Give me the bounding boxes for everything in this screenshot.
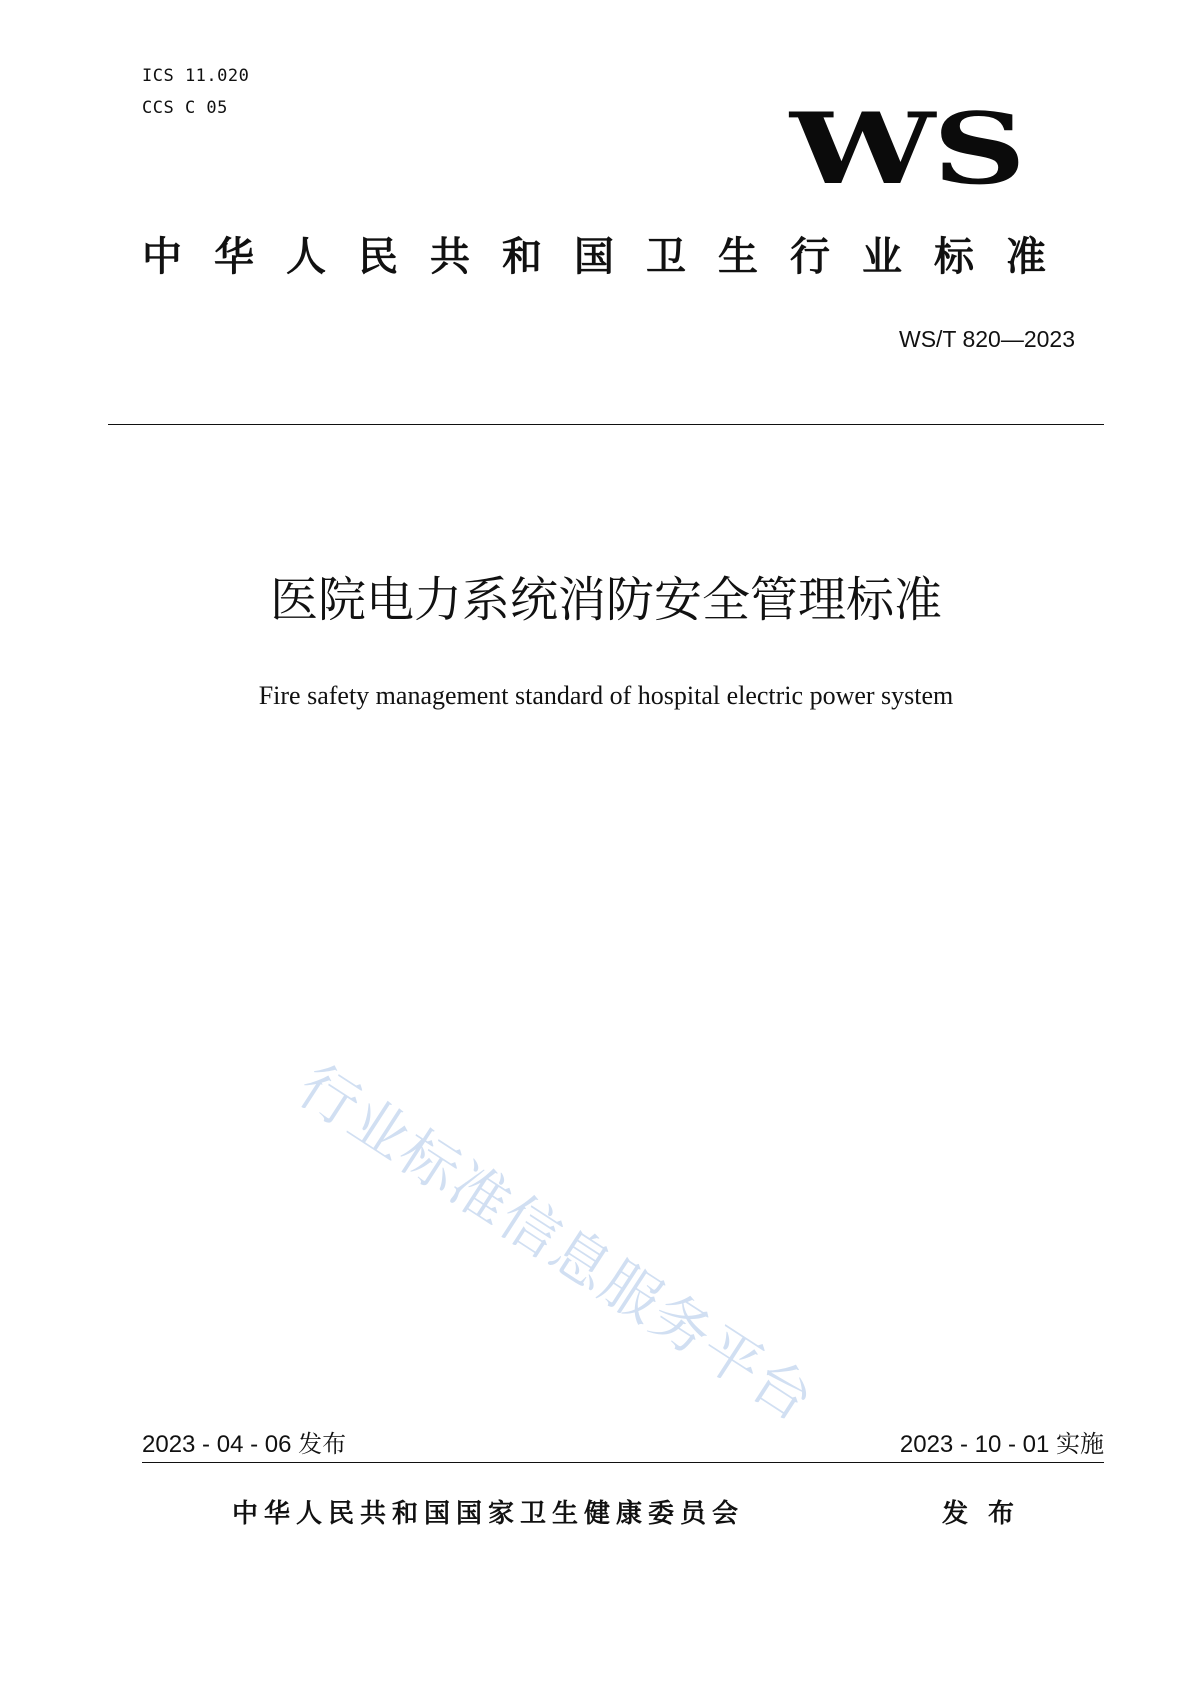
footer-divider xyxy=(142,1462,1104,1463)
title-chinese: 医院电力系统消防安全管理标准 xyxy=(269,572,942,628)
date-row xyxy=(142,1426,1104,1462)
ccs-code: CCS C 05 xyxy=(142,98,228,118)
issue-date-group xyxy=(142,1426,346,1463)
title-english: Fire safety management standard of hospital electric power system xyxy=(258,681,954,710)
issue-label: 发布 xyxy=(298,1430,347,1458)
implement-date: 2023 - 10 - 01 xyxy=(899,1431,1050,1458)
ics-code: ICS 11.020 xyxy=(142,66,250,86)
classification-codes xyxy=(142,60,249,124)
publisher-name: 中华人民共和国国家卫生健康委员会 xyxy=(232,1499,745,1529)
issue-date: 2023 - 04 - 06 xyxy=(142,1431,292,1458)
implement-label: 实施 xyxy=(1056,1430,1104,1458)
org-title: 中华人民共和国卫生行业标准 xyxy=(142,234,1078,280)
implement-date-group xyxy=(900,1426,1104,1463)
watermark: 行业标准信息服务平台 xyxy=(286,1051,827,1436)
header-divider xyxy=(108,424,1104,425)
ws-logo: WS xyxy=(790,92,1024,207)
publisher-action: 发布 xyxy=(942,1499,1035,1529)
standard-number: WS/T 820—2023 xyxy=(898,326,1075,352)
